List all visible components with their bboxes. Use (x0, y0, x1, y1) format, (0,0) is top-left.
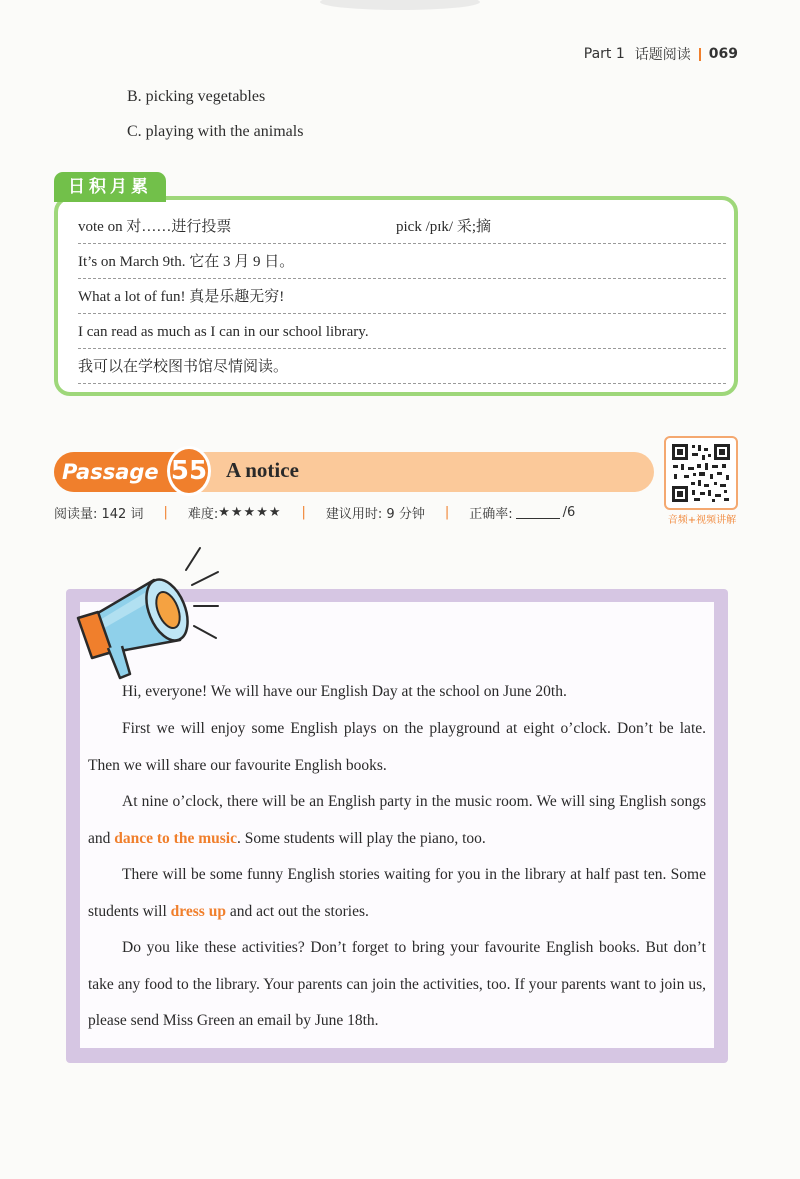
accumulation-line (78, 280, 726, 314)
word-count: 阅读量: 142 词 (54, 507, 144, 522)
paragraph-text: . Some students will play the piano, too. (236, 829, 486, 847)
qr-caption: 音频+视频讲解 (667, 515, 737, 526)
option-b[interactable]: B. picking vegetables (127, 88, 266, 105)
notice-paragraph (88, 711, 706, 784)
part-label: Part 1 (583, 46, 625, 62)
difficulty-stars: ★★★★★ (218, 505, 282, 520)
paragraph-text: There will be some funny English stories waiting for you in the library at half past ten. Some students will (88, 866, 706, 920)
highlighted-phrase: dress up (170, 902, 226, 920)
running-head (584, 44, 738, 64)
accumulation-tab: 日积月累 (54, 172, 166, 202)
option-c[interactable]: C. playing with the animals (127, 123, 304, 140)
accuracy-total: /6 (562, 505, 576, 520)
paragraph-text: Do you like these activities? Don’t forget to bring your favourite English books. But don’t take any food to the library. Your parents can join the activities, too. If your parents want to join us, please send Miss Green an email by June 18th. (88, 939, 706, 1029)
accumulation-text-right: pick /pɪk/ 采;摘 (396, 219, 491, 235)
notice-paragraph (88, 674, 706, 711)
header-divider (699, 48, 701, 61)
section-label: 话题阅读 (634, 47, 691, 63)
megaphone-icon (68, 540, 228, 690)
passage-meta (54, 503, 575, 522)
paragraph-text: First we will enjoy some English plays on the playground at eight o’clock. Don’t be late. Then we will share our favourite English books. (88, 720, 706, 774)
notice-paragraph (88, 784, 706, 857)
passage-number: 55 (167, 446, 211, 496)
meta-separator: | (444, 505, 450, 520)
accumulation-line (78, 245, 726, 279)
accuracy-label: 正确率: (469, 507, 513, 522)
accumulation-line (78, 210, 726, 244)
page-top-shadow (320, 0, 480, 10)
paragraph-text: and act out the stories. (225, 902, 369, 920)
paragraph-text: Hi, everyone! We will have our English Day at the school on June 20th. (122, 683, 567, 700)
meta-separator: | (163, 505, 168, 520)
highlighted-phrase: dance to the music (114, 829, 237, 847)
difficulty-label: 难度: (187, 507, 219, 522)
accumulation-text: 我可以在学校图书馆尽情阅读。 (78, 359, 289, 375)
accumulation-line (78, 315, 726, 349)
paragraph-text: At nine o’clock, there will be an English party in the music room. We will sing English songs and (88, 793, 706, 847)
accumulation-text: vote on 对……进行投票 (78, 219, 232, 235)
accuracy-blank[interactable] (516, 507, 560, 519)
passage-label: Passage (54, 452, 178, 492)
accumulation-text: What a lot of fun! 真是乐趣无穷! (78, 289, 285, 305)
page-number: 069 (708, 46, 738, 62)
accumulation-text: I can read as much as I can in our school library. (78, 324, 369, 340)
accumulation-line (78, 350, 726, 384)
accumulation-text: It’s on March 9th. 它在 3 月 9 日。 (78, 254, 295, 270)
meta-separator: | (301, 505, 306, 520)
qr-code-icon[interactable] (664, 436, 738, 510)
passage-title: A notice (226, 458, 299, 482)
notice-paragraph (88, 857, 706, 930)
suggested-time: 建议用时: 9 分钟 (325, 507, 425, 522)
notice-paragraph (88, 930, 706, 1040)
